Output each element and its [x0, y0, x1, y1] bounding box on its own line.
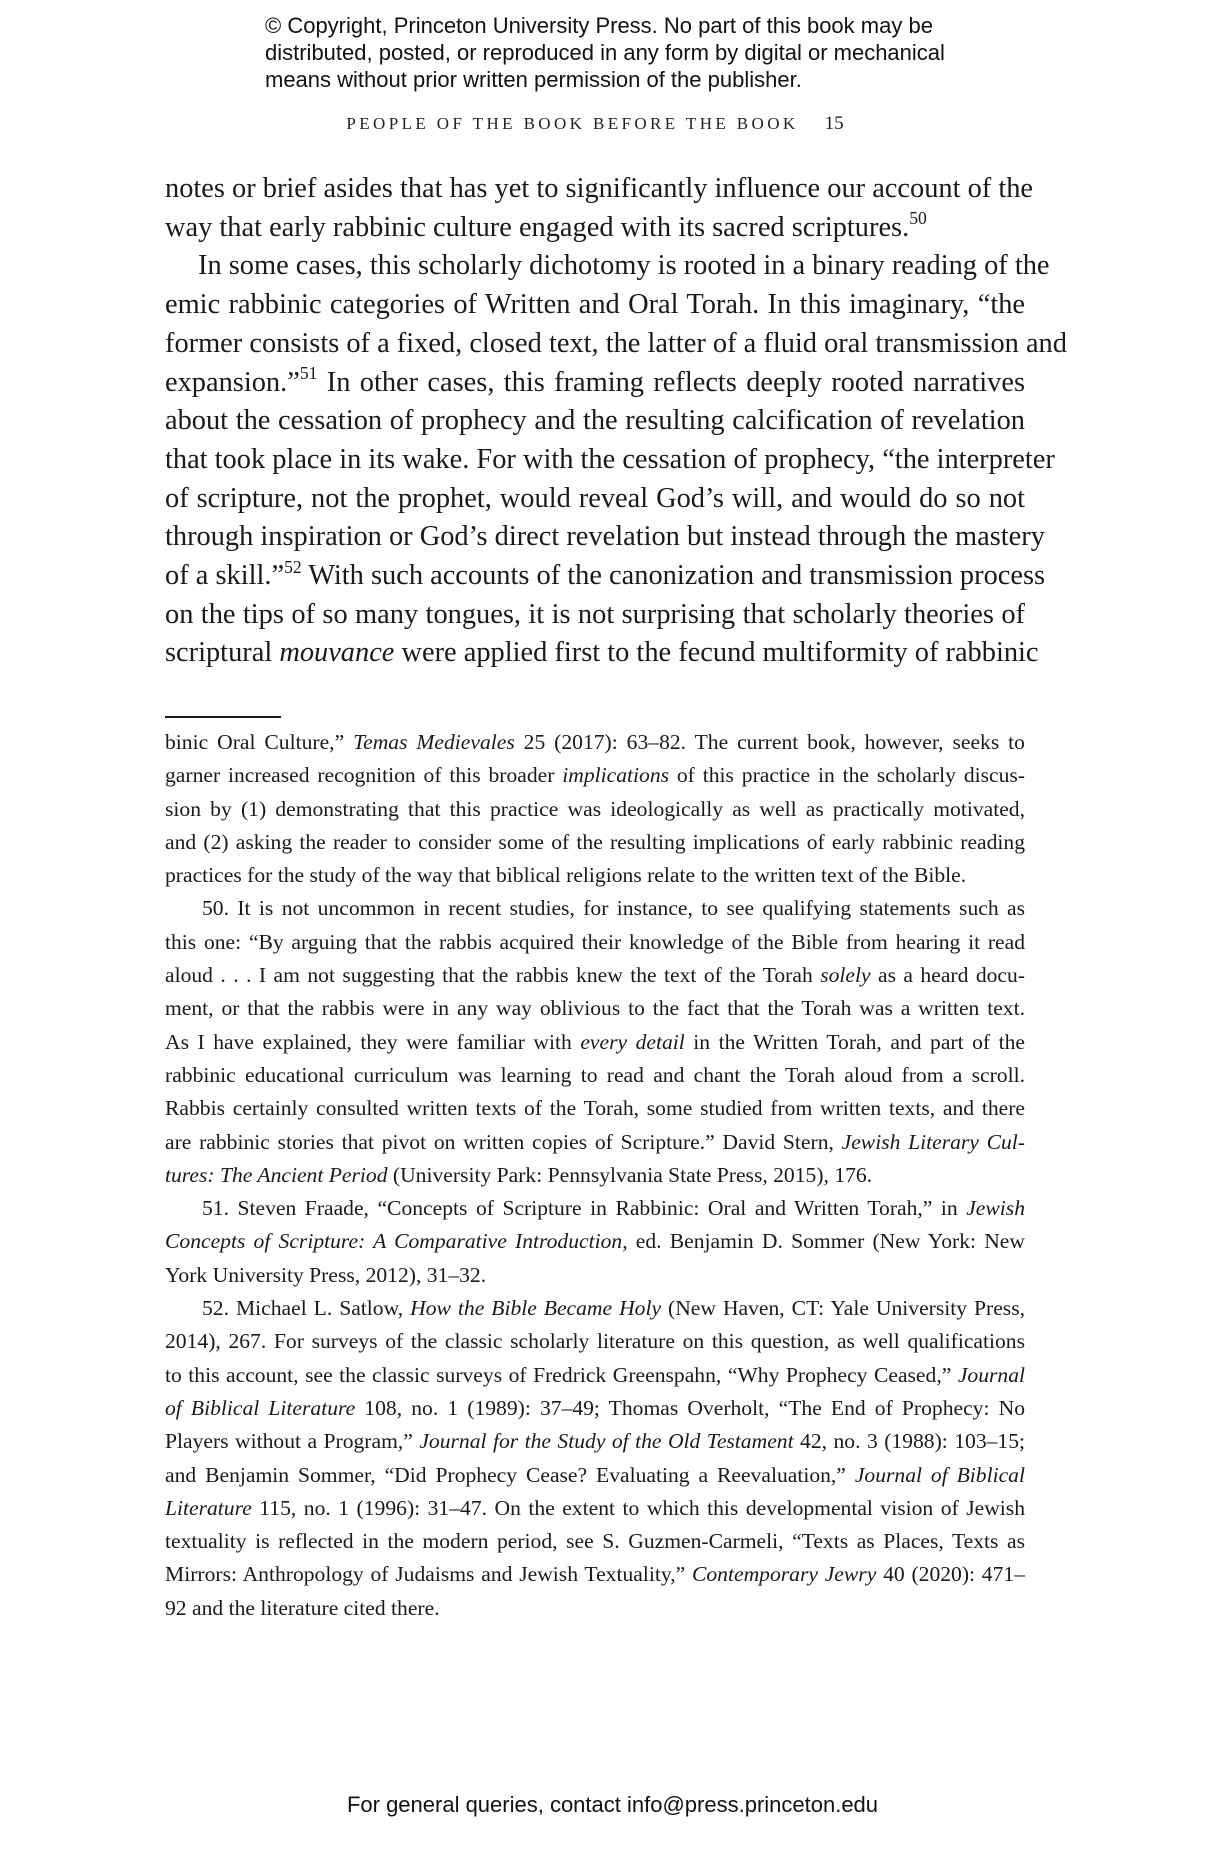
text-run: to this account, see the classic surveys of Fredrick Greenspahn, “Why Prophecy Ceased,”: [165, 1362, 958, 1387]
text-run: (New Haven, CT: Yale University Press,: [661, 1296, 1026, 1321]
copyright-notice: [265, 12, 1025, 93]
text-run: With such accounts of the canonization and transmission process: [301, 560, 1046, 592]
text-run: expansion.”: [165, 366, 300, 398]
text-run: 42, no. 3 (1988): 103–15;: [793, 1429, 1025, 1454]
running-head-title: PEOPLE OF THE BOOK BEFORE THE BOOK: [346, 114, 799, 133]
text-run: In other cases, this framing reflects deeply rooted narratives: [317, 366, 1025, 398]
text-run: Mirrors: Anthropology of Judaisms and Jewish Textuality,”: [165, 1562, 692, 1587]
note-line: 2014), 267. For surveys of the classic scholarly literature on this question, as well qualifications: [165, 1329, 1025, 1354]
note-line: [165, 759, 1025, 792]
page-number: 15: [824, 113, 844, 134]
text-italic: every detail: [580, 1029, 685, 1054]
note-line: practices for the study of the way that biblical religions relate to the written text of the Bible.: [165, 863, 967, 888]
note-line: [165, 1492, 1025, 1525]
text-italic: Journal of Biblical: [854, 1462, 1025, 1487]
note-line: Rabbis certainly consulted written texts of the Torah, some studied from written texts, and there: [165, 1096, 1025, 1121]
text-line: about the cessation of prophecy and the resulting calcification of revelation: [165, 405, 1025, 437]
text-run: 52. Michael L. Satlow,: [202, 1296, 411, 1321]
text-run: scriptural: [165, 637, 280, 669]
running-head: [165, 113, 1025, 135]
text-italic: solely: [820, 963, 871, 988]
text-run: and Benjamin Sommer, “Did Prophecy Cease? Evaluating a Reevaluation,”: [165, 1462, 855, 1487]
footnote-50: 50. It is not uncommon in recent studies, for instance, to see qualifying statements such as: [202, 896, 1025, 921]
note-line: and (2) asking the reader to consider some of the resulting implications of early rabbinic reading: [165, 829, 1025, 854]
text-run: 51. Steven Fraade, “Concepts of Scripture in Rabbinic: Oral and Written Torah,” in: [202, 1196, 967, 1221]
text-line: on the tips of so many tongues, it is not surprising that scholarly theories of: [165, 598, 1025, 630]
note-line: [165, 1392, 1025, 1425]
text-line: emic rabbinic categories of Written and Oral Torah. In this imaginary, “the: [165, 289, 1025, 321]
footer-contact: For general queries, contact info@press.princeton.edu: [346, 1792, 879, 1817]
text-run: of a skill.”: [165, 560, 285, 592]
text-run: were applied first to the fecund multiformity of rabbinic: [394, 637, 1039, 669]
text-line: notes or brief asides that has yet to significantly influence our account of the: [165, 173, 1034, 204]
note-line: [165, 726, 1025, 759]
text-italic: of Biblical Literature: [165, 1395, 356, 1420]
text-run: as a heard docu-: [870, 963, 1025, 988]
text-run: in the Written Torah, and part of the: [684, 1029, 1025, 1054]
note-line: [165, 959, 1025, 992]
note-line: rabbinic educational curriculum was learning to read and chant the Torah aloud from a scroll.: [165, 1062, 1025, 1087]
footnote-51: [165, 1192, 1025, 1225]
text-italic: tures: The Ancient Period: [165, 1162, 388, 1187]
note-line: York University Press, 2012), 31–32.: [165, 1262, 487, 1287]
note-line: [165, 1359, 1025, 1392]
text-line: [165, 209, 1025, 248]
note-line: [165, 1026, 1025, 1059]
text-line: that took place in its wake. For with the cessation of prophecy, “the interpreter: [165, 443, 1055, 475]
copyright-line: © Copyright, Princeton University Press. No part of this book may be: [265, 13, 933, 38]
text-line: In some cases, this scholarly dichotomy is rooted in a binary reading of the: [198, 250, 1050, 282]
text-line: [165, 556, 1046, 596]
text-italic: How the Bible Became Holy: [410, 1296, 662, 1321]
note-line: [165, 1159, 1025, 1192]
text-line: [165, 634, 1039, 673]
text-run: are rabbinic stories that pivot on written copies of Scripture.” David Stern,: [165, 1129, 842, 1154]
note-line: 92 and the literature cited there.: [165, 1595, 440, 1620]
text-line: of scripture, not the prophet, would reveal God’s will, and would do so not: [165, 482, 1025, 514]
text-italic: Concepts of Scripture: A Comparative Introduction,: [165, 1229, 628, 1254]
text-run: binic Oral Culture,”: [165, 730, 354, 754]
copyright-line: means without prior written permission of the publisher.: [265, 67, 802, 92]
text-line: through inspiration or God’s direct revelation but instead through the mastery: [165, 521, 1045, 553]
text-run: 40 (2020): 471–: [876, 1562, 1025, 1587]
note-line: this one: “By arguing that the rabbis acquired their knowledge of the Bible from hearing it read: [165, 929, 1025, 954]
text-run: 25 (2017): 63–82. The current book, however, seeks to: [514, 730, 1025, 754]
text-run: (University Park: Pennsylvania State Press, 2015), 176.: [387, 1162, 873, 1187]
text-run: aloud . . . I am not suggesting that the rabbis knew the text of the Torah: [165, 963, 821, 988]
footnotes: [165, 726, 1025, 1625]
text-italic: implications: [562, 763, 670, 788]
note-line: ment, or that the rabbis were in any way oblivious to the fact that the Torah was a written text.: [165, 996, 1025, 1021]
text-italic: mouvance: [279, 637, 395, 669]
note-line: [165, 1225, 1025, 1258]
text-line: former consists of a fixed, closed text, the latter of a fluid oral transmission and: [165, 327, 1067, 359]
footnote-52: [165, 1292, 1025, 1325]
text-italic: Journal: [957, 1362, 1025, 1387]
note-line: [165, 1126, 1025, 1159]
note-line: sion by (1) demonstrating that this practice was ideologically as well as practically motivated,: [165, 796, 1025, 821]
text-run: Players without a Program,”: [165, 1429, 420, 1454]
text-italic: Jewish Literary Cul-: [841, 1129, 1025, 1154]
text-italic: Literature: [165, 1495, 252, 1520]
note-line: textuality is reflected in the modern period, see S. Guzmen-Carmeli, “Texts as Places, Texts as: [165, 1529, 1025, 1554]
text-italic: Contemporary Jewry: [691, 1562, 877, 1587]
text-run: 115, no. 1 (1996): 31–47. On the extent to which this developmental vision of Jewish: [251, 1495, 1025, 1520]
text-run: 108, no. 1 (1989): 37–49; Thomas Overholt, “The End of Prophecy: No: [355, 1395, 1025, 1420]
copyright-line: distributed, posted, or reproduced in any form by digital or mechanical: [265, 40, 945, 65]
main-text: [165, 170, 1067, 673]
note-line: [165, 1459, 1025, 1492]
text-italic: Temas Medievales: [353, 730, 515, 754]
text-run: As I have explained, they were familiar with: [165, 1029, 581, 1054]
text-run: of this practice in the scholarly discus-: [669, 763, 1025, 788]
text-run: ed. Benjamin D. Sommer (New York: New: [627, 1229, 1025, 1254]
note-ref-51[interactable]: 51: [299, 363, 318, 384]
text-run: garner increased recognition of this broader: [165, 763, 563, 788]
text-run: way that early rabbinic culture engaged with its sacred scriptures.: [165, 211, 910, 243]
note-line: [165, 1425, 1025, 1458]
note-ref-52[interactable]: 52: [284, 556, 302, 577]
text-italic: Jewish: [966, 1196, 1025, 1221]
note-ref-50[interactable]: 50: [909, 208, 927, 229]
footnote-divider: [165, 716, 281, 718]
text-italic: Journal for the Study of the Old Testament: [419, 1429, 794, 1454]
text-line: [165, 364, 1025, 403]
note-line: [165, 1558, 1025, 1591]
